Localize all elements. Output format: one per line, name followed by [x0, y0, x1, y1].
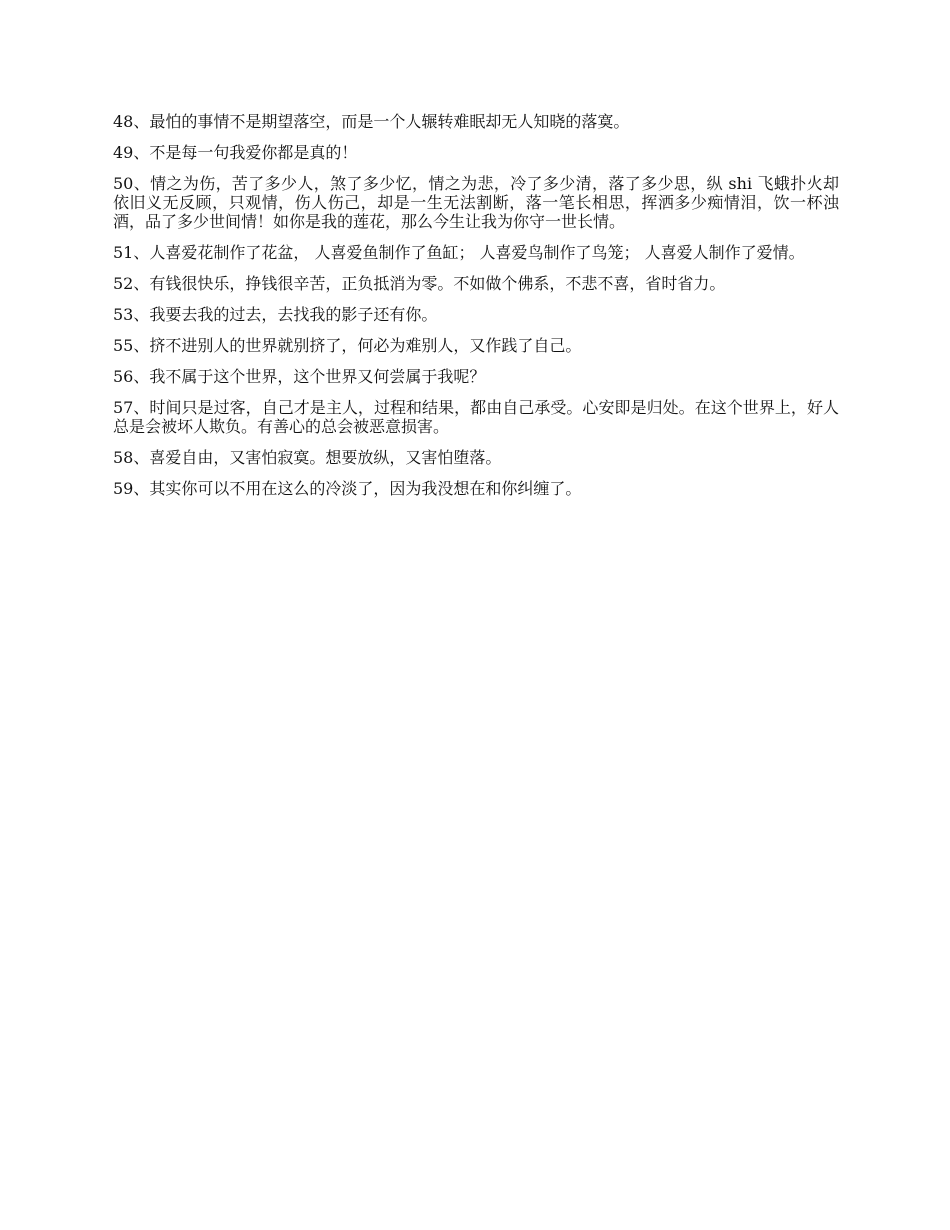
- paragraph-59: 59、其实你可以不用在这么的冷淡了，因为我没想在和你纠缠了。: [113, 479, 582, 498]
- paragraph-56: 56、我不属于这个世界，这个世界又何尝属于我呢？: [113, 367, 486, 386]
- paragraph-49: 49、不是每一句我爱你都是真的！: [113, 143, 358, 162]
- paragraph-53: 53、我要去我的过去，去找我的影子还有你。: [113, 305, 438, 324]
- document-body: [113, 112, 839, 510]
- paragraph-58: 58、喜爱自由，又害怕寂寞。想要放纵，又害怕堕落。: [113, 448, 502, 467]
- paragraph-48: 48、最怕的事情不是期望落空，而是一个人辗转难眠却无人知晓的落寞。: [113, 112, 630, 131]
- paragraph-51: 51、人喜爱花制作了花盆， 人喜爱鱼制作了鱼缸； 人喜爱鸟制作了鸟笼； 人喜爱人制作了爱情。: [113, 243, 805, 262]
- paragraph-55: 55、挤不进别人的世界就别挤了，何必为难别人，又作践了自己。: [113, 336, 582, 355]
- paragraph-57: 57、时间只是过客，自己才是主人，过程和结果，都由自己承受。心安即是归处。在这个世界上，好人总是会被坏人欺负。有善心的总会被恶意损害。: [113, 398, 839, 436]
- paragraph-52: 52、有钱很快乐，挣钱很辛苦，正负抵消为零。不如做个佛系，不悲不喜，省时省力。: [113, 274, 726, 293]
- paragraph-50: 50、情之为伤，苦了多少人，煞了多少忆，情之为悲，冷了多少清，落了多少思，纵 shi 飞蛾扑火却依旧义无反顾，只观情，伤人伤己，却是一生无法割断，落一笔长相思，挥洒多少痴情泪，饮一杯浊酒，品了多少世间情！如你是我的莲花，那么今生让我为你守一世长情。: [113, 174, 839, 231]
